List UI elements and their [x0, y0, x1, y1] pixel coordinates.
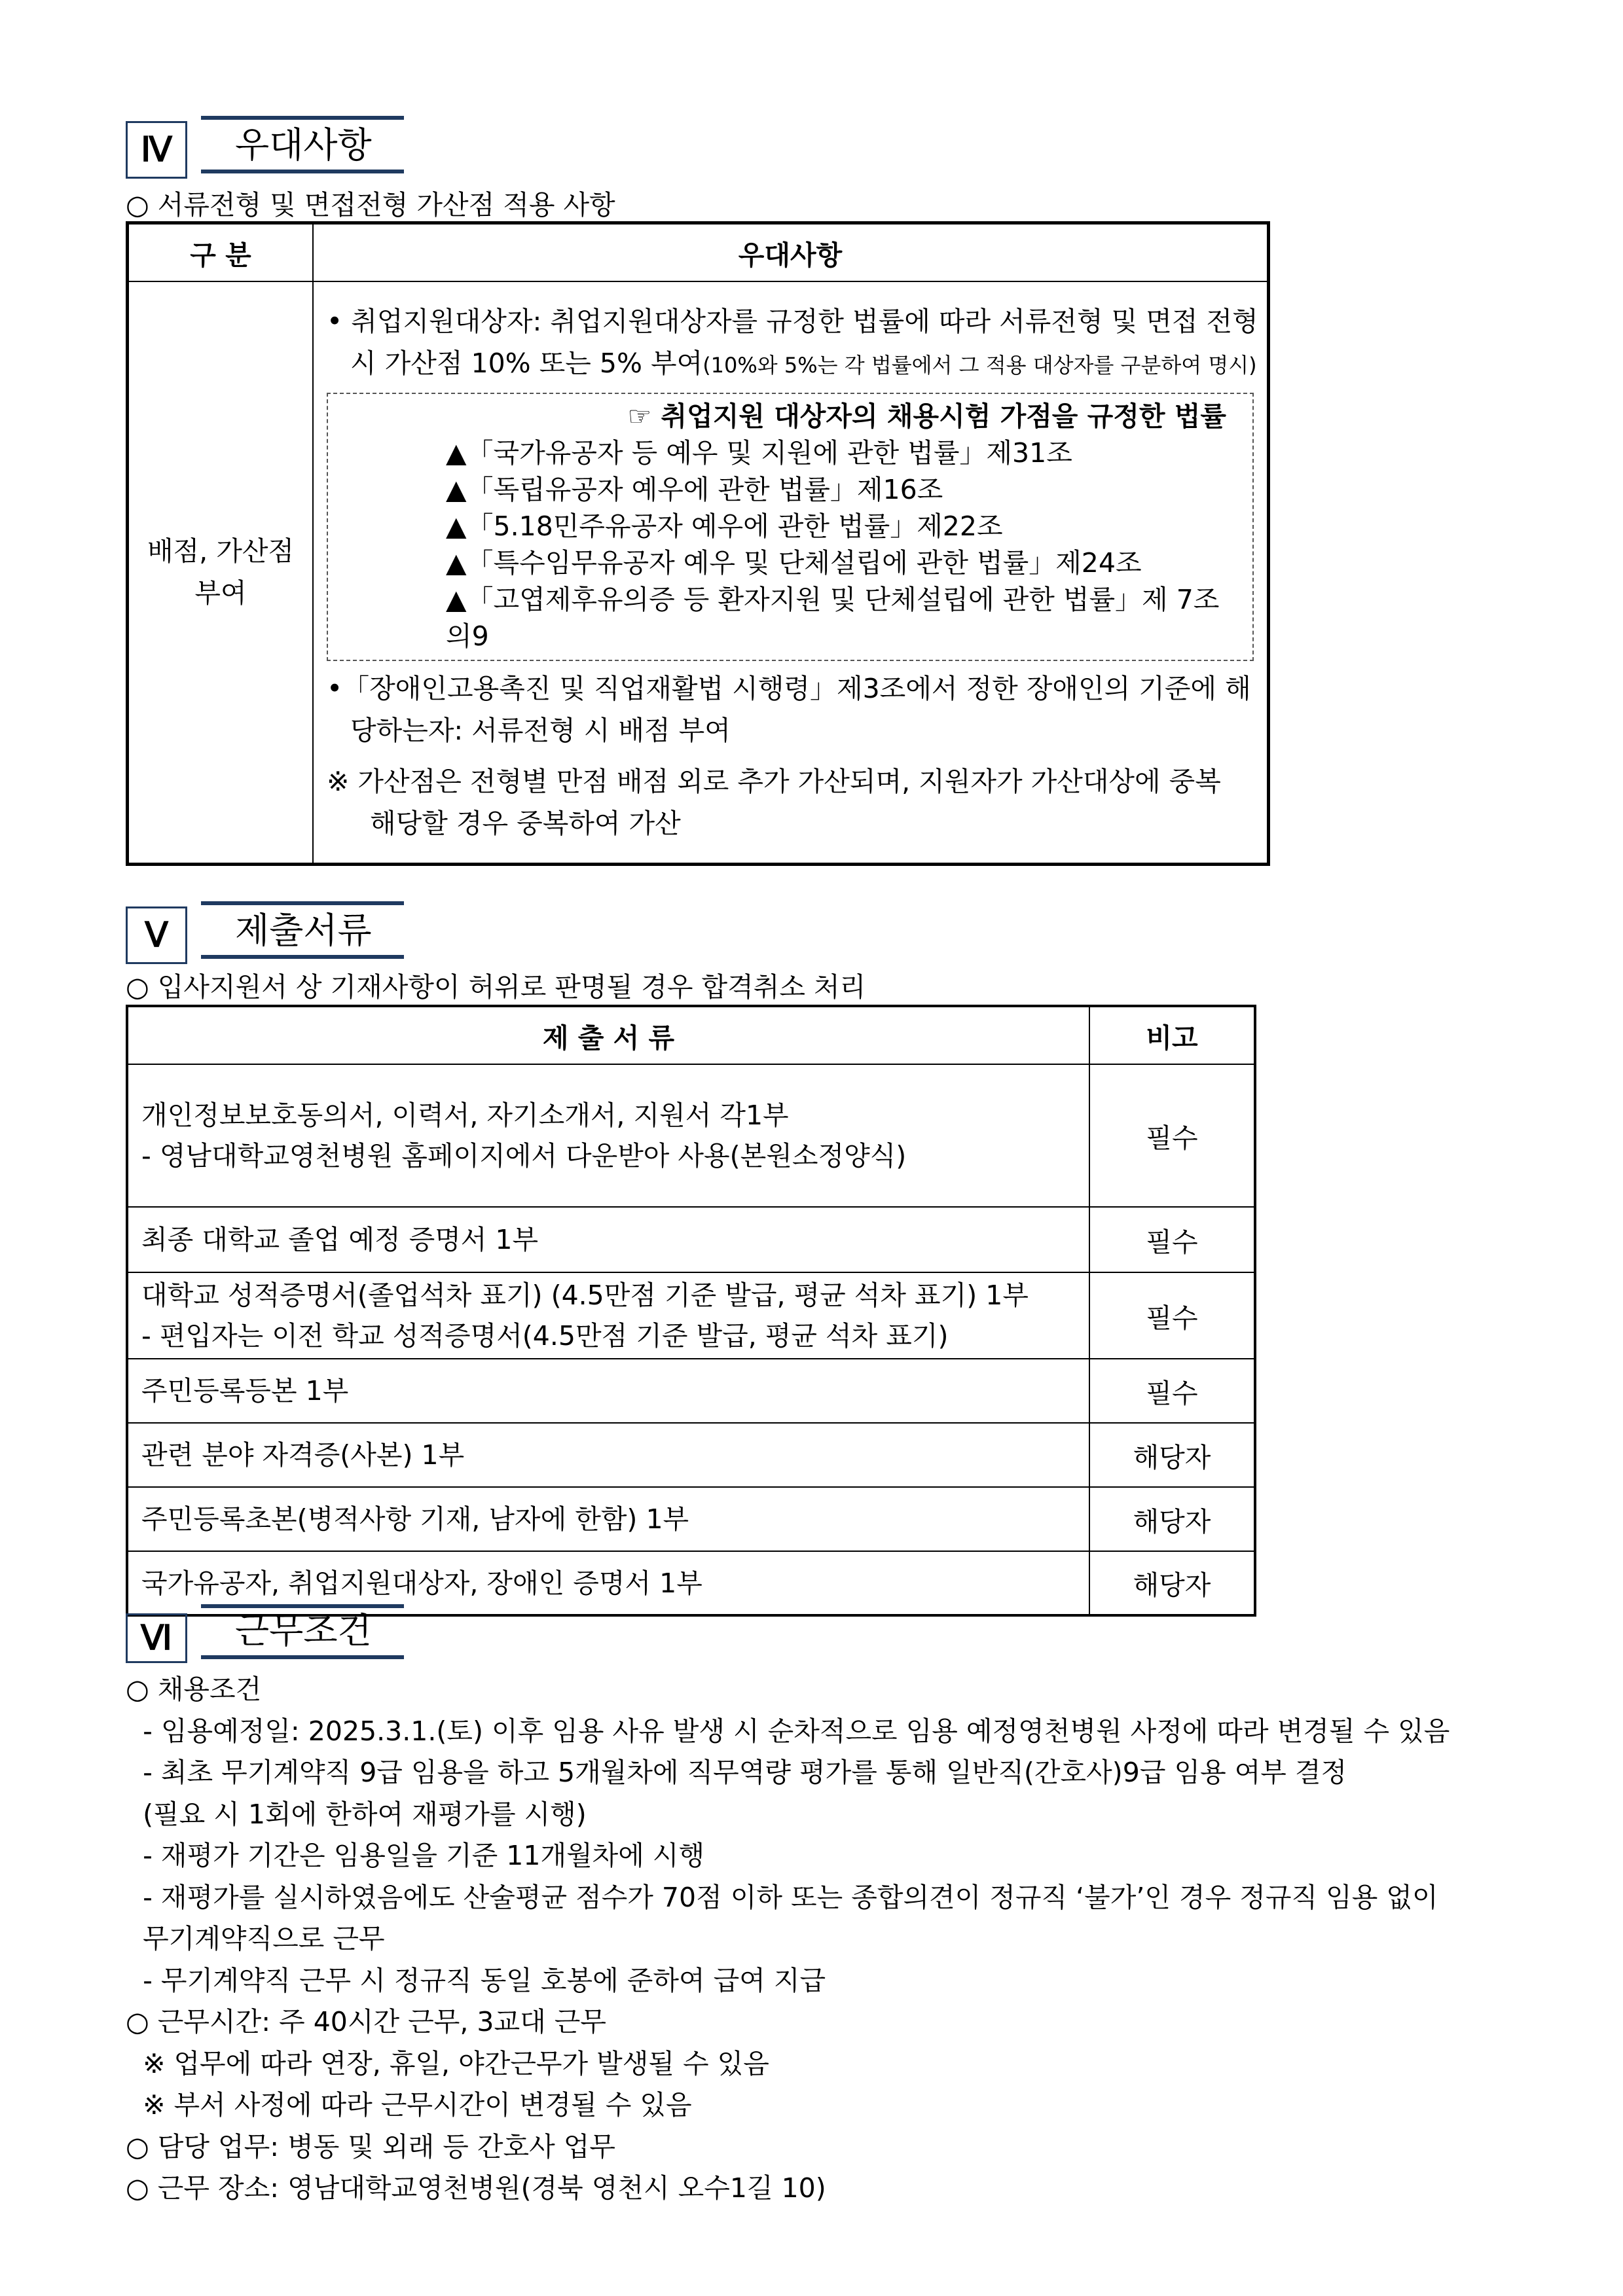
document-name: 개인정보보호동의서, 이력서, 자기소개서, 지원서 각1부	[141, 1100, 789, 1131]
section-number: Ⅵ	[126, 1613, 187, 1663]
document-name: 국가유공자, 취업지원대상자, 장애인 증명서 1부	[141, 1567, 702, 1599]
condition-line: ※ 업무에 따라 연장, 휴일, 야간근무가 발생될 수 있음	[126, 2047, 769, 2079]
table-row	[127, 1487, 1255, 1551]
section-number: Ⅳ	[126, 121, 187, 179]
condition-line: ○ 근무시간: 주 40시간 근무, 3교대 근무	[126, 2006, 606, 2037]
condition-line: - 임용예정일: 2025.3.1.(토) 이후 임용 사유 발생 시 순차적으로 임용 예정영천병원 사정에 따라 변경될 수 있음	[126, 1715, 1450, 1747]
section-intro: ○ 서류전형 및 면접전형 가산점 적용 사항	[126, 189, 615, 221]
bullet-veterans: • 취업지원대상자: 취업지원대상자를 규정한 법률에 따라 서류전형 및 면접 전형 시 가산점 10% 또는 5% 부여	[327, 305, 1258, 379]
work-conditions	[126, 1669, 1450, 2210]
law-item: ▲「독립유공자 예우에 관한 법률」제16조	[446, 473, 943, 505]
law-item: ▲「고엽제후유의증 등 환자지원 및 단체설립에 관한 법률」제 7조의9	[446, 583, 1220, 652]
header-preference: 우대사항	[313, 223, 1269, 282]
header-documents: 제 출 서 류	[127, 1006, 1089, 1064]
law-item: ▲「5.18민주유공자 예우에 관한 법률」제22조	[446, 510, 1003, 542]
condition-line: ※ 부서 사정에 따라 근무시간이 변경될 수 있음	[126, 2089, 692, 2121]
document-detail: - 편입자는 이전 학교 성적증명서(4.5만점 기준 발급, 평균 석차 표기)	[141, 1320, 949, 1352]
condition-line: (필요 시 1회에 한하여 재평가를 시행)	[126, 1798, 587, 1830]
table-row	[127, 1272, 1255, 1359]
remark: 필수	[1089, 1207, 1255, 1272]
law-box	[327, 393, 1254, 661]
remark: 해당자	[1089, 1423, 1255, 1487]
document-name: 대학교 성적증명서(졸업석차 표기) (4.5만점 기준 발급, 평균 석차 표기) 1부	[141, 1280, 1029, 1311]
bullet-veterans-note: (10%와 5%는 각 법률에서 그 적용 대상자를 구분하여 명시)	[702, 352, 1257, 378]
remark: 필수	[1089, 1272, 1255, 1359]
remark: 필수	[1089, 1064, 1255, 1207]
table-row	[127, 1359, 1255, 1423]
document-name: 주민등록등본 1부	[141, 1375, 349, 1407]
section-title: 제출서류	[201, 901, 404, 959]
header-remarks: 비고	[1089, 1006, 1255, 1064]
document-name: 최종 대학교 졸업 예정 증명서 1부	[141, 1224, 539, 1255]
condition-line: - 재평가를 실시하였음에도 산술평균 점수가 70점 이하 또는 종합의견이 정규직 ‘불가’인 경우 정규직 임용 없이	[126, 1881, 1438, 1913]
section-number: Ⅴ	[126, 906, 187, 964]
document-name: 주민등록초본(병적사항 기재, 남자에 한함) 1부	[141, 1503, 689, 1535]
section-intro: ○ 입사지원서 상 기재사항이 허위로 판명될 경우 합격취소 처리	[126, 971, 866, 1003]
condition-line: ○ 채용조건	[126, 1674, 262, 1705]
preference-table	[126, 221, 1270, 866]
condition-line: - 최초 무기계약직 9급 임용을 하고 5개월차에 직무역량 평가를 통해 일반직(간호사)9급 임용 여부 결정	[126, 1757, 1347, 1788]
bullet-disabled: •「장애인고용촉진 및 직업재활법 시행령」제3조에서 정한 장애인의 기준에 해당하는자: 서류전형 시 배점 부여	[327, 672, 1251, 746]
condition-line: ○ 담당 업무: 병동 및 외래 등 간호사 업무	[126, 2130, 615, 2162]
bonus-note: ※ 가산점은 전형별 만점 배점 외로 추가 가산되며, 지원자가 가산대상에 중복 해당할 경우 중복하여 가산	[327, 765, 1221, 839]
condition-line: - 무기계약직 근무 시 정규직 동일 호봉에 준하여 급여 지급	[126, 1964, 826, 1996]
document-detail: - 영남대학교영천병원 홈페이지에서 다운받아 사용(본원소정양식)	[141, 1140, 907, 1172]
law-item: ▲「특수임무유공자 예우 및 단체설립에 관한 법률」제24조	[446, 547, 1142, 579]
remark: 해당자	[1089, 1551, 1255, 1615]
condition-line: 무기계약직으로 근무	[126, 1923, 385, 1954]
table-row	[127, 1207, 1255, 1272]
section-title: 우대사항	[201, 116, 404, 173]
document-name: 관련 분야 자격증(사본) 1부	[141, 1439, 465, 1471]
remark: 필수	[1089, 1359, 1255, 1423]
category-cell: 배점, 가산점 부여	[128, 281, 314, 864]
documents-table	[126, 1005, 1256, 1617]
header-category: 구 분	[128, 223, 314, 282]
remark: 해당자	[1089, 1487, 1255, 1551]
condition-line: - 재평가 기간은 임용일을 기준 11개월차에 시행	[126, 1840, 705, 1871]
table-row	[127, 1423, 1255, 1487]
law-item: ▲「국가유공자 등 예우 및 지원에 관한 법률」제31조	[446, 437, 1072, 469]
condition-line: ○ 근무 장소: 영남대학교영천병원(경북 영천시 오수1길 10)	[126, 2172, 826, 2204]
table-row	[127, 1064, 1255, 1207]
section-title: 근무조건	[201, 1604, 404, 1659]
law-box-title: ☞ 취업지원 대상자의 채용시험 가점을 규정한 법률	[627, 400, 1226, 432]
